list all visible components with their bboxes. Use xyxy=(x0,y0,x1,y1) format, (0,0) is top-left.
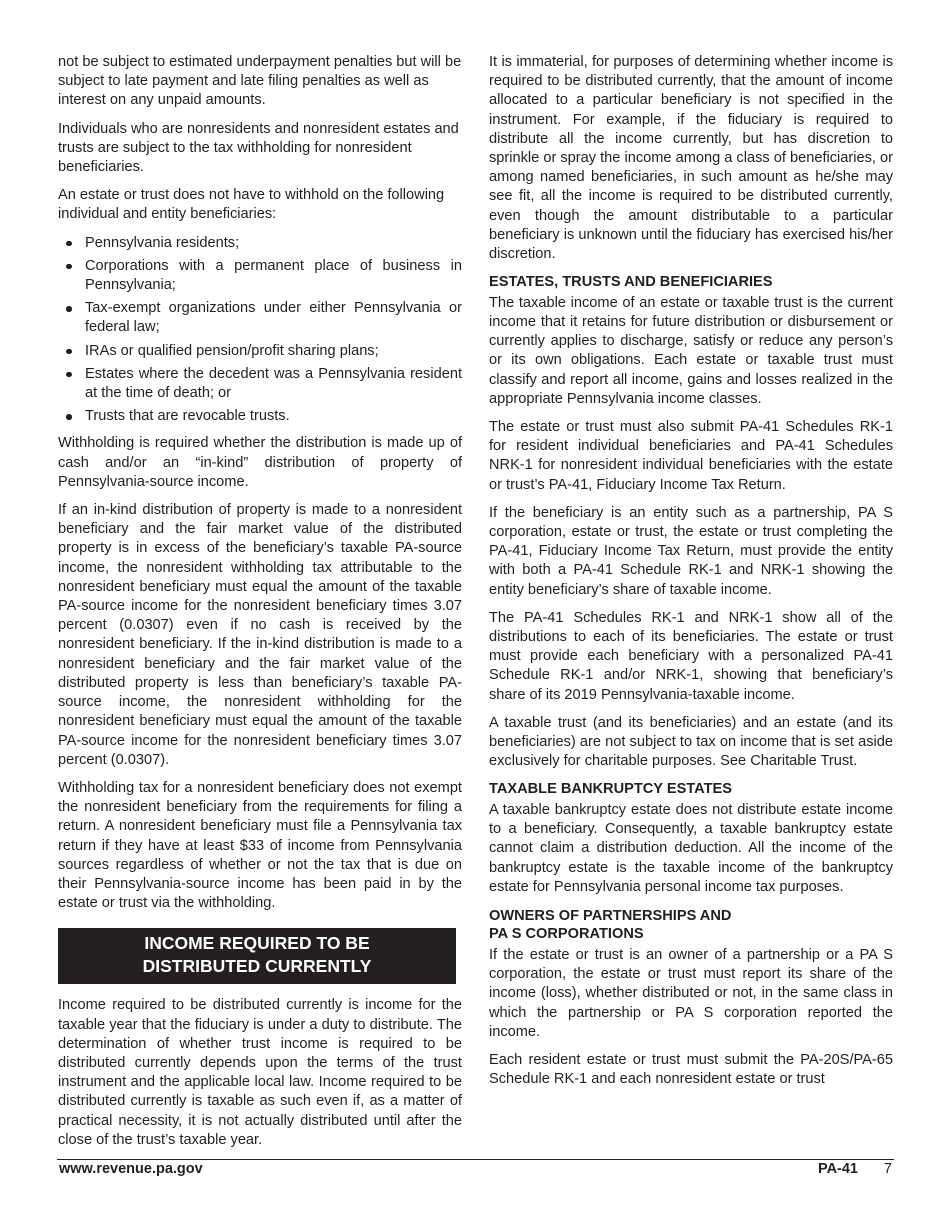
page-number: 7 xyxy=(883,1161,892,1177)
banner-line: DISTRIBUTED CURRENTLY xyxy=(142,956,372,977)
section-heading xyxy=(489,907,893,944)
heading-line: PA S CORPORATIONS xyxy=(489,926,644,943)
banner-line: INCOME REQUIRED TO BE xyxy=(144,933,370,954)
list-item: Corporations with a permanent place of business in Pennsylvania; xyxy=(85,257,462,295)
left-column xyxy=(58,53,462,1159)
paragraph: Withholding tax for a nonresident beneficiary does not exempt the nonresident beneficiary from the requirements for filing a return. A nonresident beneficiary must file a Pennsylvania tax return if they have at least $33 of income from Pennsylvania sources regardless of whether or not the tax that is due on their Pennsylvania-source income has been paid in by the estate or trust via the withholding. xyxy=(58,779,462,912)
heading-line: OWNERS OF PARTNERSHIPS AND xyxy=(489,907,732,924)
paragraph: If the beneficiary is an entity such as a partnership, PA S corporation, estate or trust, the estate or trust completing the PA-41, Fiduciary Income Tax Return, must provide the entity with both a PA-41 Schedule RK-1 and NRK-1 showing the entity beneficiary’s share of taxable income. xyxy=(489,504,893,598)
paragraph: If an in-kind distribution of property is made to a nonresident beneficiary and the fair market value of the distributed property is in excess of the beneficiary’s taxable PA-source income, the nonresident withholding tax attributable to the nonresident beneficiary must equal the amount of the taxable PA-source income for the nonresident beneficiary times 3.07 percent (0.0307) even if no cash is received by the nonresident beneficiary. If the in-kind distribution is made to a nonresident beneficiary and the fair market value of the distributed property is less than beneficiary’s taxable PA-source income, the nonresident withholding for the nonresident beneficiary must equal the amount of the taxable PA-source income for the nonresident beneficiary times 3.07 percent (0.0307). xyxy=(58,502,462,768)
paragraph: Each resident estate or trust must submit the PA-20S/PA-65 Schedule RK-1 and each nonresident estate or trust xyxy=(489,1051,893,1088)
paragraph: Individuals who are nonresidents and nonresident estates and trusts are subject to the tax withholding for nonresident beneficiaries. xyxy=(58,120,459,176)
right-column xyxy=(489,53,893,1098)
paragraph: The PA-41 Schedules RK-1 and NRK-1 show all of the distributions to each of its beneficiaries. The estate or trust must provide each beneficiary with a personalized PA-41 Schedule RK-1 and/or NRK-1, showing that beneficiary’s share of its 2019 Pennsylvania-taxable income. xyxy=(489,609,893,703)
section-heading: ESTATES, TRUSTS AND BENEFICIARIES xyxy=(489,274,773,291)
paragraph: An estate or trust does not have to withhold on the following individual and entity beneficiaries: xyxy=(58,187,445,223)
paragraph: If the estate or trust is an owner of a partnership or a PA S corporation, the estate or trust must report its share of the income (loss), whether distributed or not, in the same class in which the partnership or PA S corporation reported the income. xyxy=(489,946,893,1040)
paragraph: A taxable trust (and its beneficiaries) and an estate (and its beneficiaries) are not subject to tax on income that is set aside exclusively for charitable purposes. See Charitable Trust. xyxy=(489,714,893,770)
footer-url[interactable]: www.revenue.pa.gov xyxy=(59,1161,203,1177)
list-item: Trusts that are revocable trusts. xyxy=(85,407,462,426)
paragraph: Withholding is required whether the distribution is made up of cash and/or an “in-kind” distribution of property of Pennsylvania-source income. xyxy=(58,435,462,490)
section-banner xyxy=(58,928,456,984)
list-item: Tax-exempt organizations under either Pennsylvania or federal law; xyxy=(85,299,462,337)
paragraph: not be subject to estimated underpayment penalties but will be subject to late payment and late filing penalties as well as interest on any unpaid amounts. xyxy=(58,54,462,109)
list-item: Estates where the decedent was a Pennsylvania resident at the time of death; or xyxy=(85,365,462,403)
exempt-beneficiaries-list xyxy=(58,234,462,427)
section-heading: TAXABLE BANKRUPTCY ESTATES xyxy=(489,781,732,798)
paragraph: The estate or trust must also submit PA-41 Schedules RK-1 for resident individual beneficiaries and PA-41 Schedules NRK-1 for nonresident individual beneficiaries with the estate or trust’s PA-41, Fiduciary Income Tax Return. xyxy=(489,418,893,493)
footer-form-id: PA-41 xyxy=(817,1161,858,1177)
list-item: Pennsylvania residents; xyxy=(85,234,462,253)
footer-rule xyxy=(57,1159,894,1160)
list-item: IRAs or qualified pension/profit sharing plans; xyxy=(85,342,462,361)
paragraph: Income required to be distributed currently is income for the taxable year that the fiduciary is under a duty to distribute. The determination of whether trust income is required to be distributed currently depends upon the terms of the trust instrument and the applicable local law. Income required to be distributed currently is taxable as such even if, as a matter of practical necessity, it is not actually distributed until after the close of the trust’s taxable year. xyxy=(58,997,462,1148)
paragraph: A taxable bankruptcy estate does not distribute estate income to a beneficiary. Consequently, a taxable bankruptcy estate cannot claim a distribution deduction. All the income of the bankruptcy estate is the taxable income of the bankruptcy estate for Pennsylvania personal income tax purposes. xyxy=(489,801,893,895)
paragraph: The taxable income of an estate or taxable trust is the current income that it retains for future distribution or disbursement or currently applies to discharge, satisfy or reduce any person’s or its own obligations. Each estate or taxable trust must classify and report all income, gains and losses realized in the appropriate Pennsylvania income classes. xyxy=(489,294,893,407)
paragraph: It is immaterial, for purposes of determining whether income is required to be distributed currently, that the amount of income allocated to a particular beneficiary is not specified in the instrument. For example, if the fiduciary is required to distribute all the income currently, but has discretion to sprinkle or spray the income among a class of beneficiaries, or among named beneficiaries, in such amount as he/she may see fit, all the income is required to be distributed currently, even though the amount distributable to a particular beneficiary is unknown until the fiduciary has exercised his/her discretion. xyxy=(489,54,893,263)
